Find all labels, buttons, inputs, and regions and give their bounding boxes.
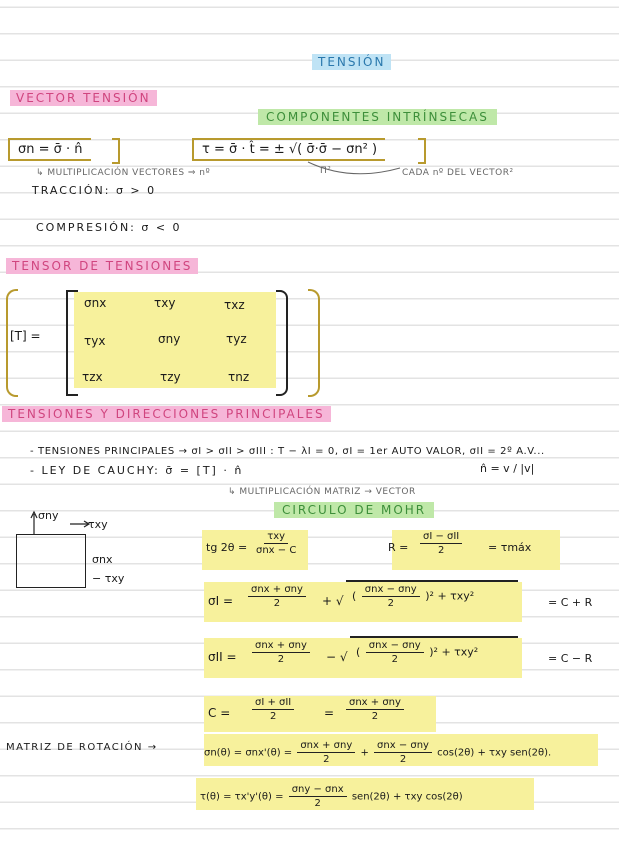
rotation-sn-lhs: σn(θ) = σnx'(θ) = [204,747,293,759]
rotation-tau-formula [200,784,463,809]
rotation-sn-plus: + [360,747,369,759]
rotation-tau-lhs: τ(θ) = τx'y'(θ) = [200,791,284,803]
sigma1-rhs: = C + R [548,596,593,609]
tensor-cell: τzy [160,370,181,384]
sigma2-sqrt-bar [350,636,518,638]
element-sigma-ny: σny [38,509,59,522]
tg2theta-fraction [254,531,298,556]
C-fraction-2 [344,697,406,722]
sigma2-lhs: σII = [208,650,237,664]
tensor-cell: τzx [82,370,103,384]
rotation-sn-num1: σnx + σny [297,740,355,753]
sigma1-txy: + τxy² [437,589,475,603]
element-tau-xy-top: τxy [88,518,108,531]
C-avg-den: 2 [371,711,379,722]
rotation-tau-den: 2 [314,798,321,809]
sigma2-minus: − √ [326,650,348,664]
rotation-sn-formula [204,740,551,765]
tensor-cell: τyx [84,334,106,348]
sigma2-sqrt-content: ( $\frac{\text{σnx − σny}}{2}$ )² + τxy² [356,640,479,665]
tensor-cell: τxy [154,296,176,310]
sigma1-plus: + √ [322,594,344,608]
tensor-cell: τnz [228,370,250,384]
rotation-sn-tail: cos(2θ) + τxy sen(2θ). [437,747,552,759]
rotation-tau-tail: sen(2θ) + τxy cos(2θ) [351,791,463,803]
tensor-cell: τxz [224,298,245,312]
section-tensor: TENSOR DE TENSIONES [6,258,198,274]
principal-line1: - TENSIONES PRINCIPALES → σI > σII > σIII : T − λI = 0, σI = 1er AUTO VALOR, σII = 2º A.V... [30,446,545,457]
element-sigma-nx: σnx [92,553,113,566]
tg2theta-num: τxy [264,531,288,544]
tensor-outer-bracket-right [308,289,320,397]
R-rhs: = τmáx [488,541,532,554]
C-den: 2 [269,711,277,722]
rotation-label: MATRIZ DE ROTACIÓN → [6,742,158,753]
sigma-n-formula: σn = σ̄ · n̂ [18,142,83,157]
cauchy-highlight [190,460,330,478]
C-avg-num: σnx + σny [346,697,404,710]
sigma2-avg-num: σnx + σny [252,640,310,653]
tg2theta-den: σnx − C [256,545,297,556]
sigma2-rhs: = C − R [548,652,593,665]
sigma2-txy: + τxy² [441,645,479,659]
section-componentes: COMPONENTES INTRÍNSECAS [258,109,497,125]
sigma1-avg-num: σnx + σny [248,584,306,597]
note-matrix-vector: ↳ MULTIPLICACIÓN MATRIZ → VECTOR [228,487,416,497]
tau-formula: τ = σ̄ · t̂ = ± √( σ̄·σ̄ − σn² ) [202,142,378,157]
section-principales: TENSIONES Y DIRECCIONES PRINCIPALES [2,406,331,422]
element-tau-xy-bottom: − τxy [92,572,125,585]
tensor-cell: τyz [226,332,247,346]
sigma1-avg-den: 2 [273,598,281,609]
sigma1-diff-den: 2 [387,598,394,609]
C-fraction-1 [250,697,296,722]
R-lhs: R = [388,541,409,554]
compresion-text: COMPRESIÓN: σ < 0 [36,221,182,234]
rotation-sn-den2: 2 [399,754,407,765]
R-num: σI − σII [420,531,462,544]
tg2theta-lhs: tg 2θ = [206,541,248,554]
note-multiplication: ↳ MULTIPLICACIÓN VECTORES ⇒ nº [36,168,211,178]
rotation-tau-num: σny − σnx [289,784,347,797]
R-den: 2 [437,545,445,556]
sigma1-lhs: σI = [208,594,234,608]
note-pi-squared: Π² [320,166,332,176]
C-num: σI + σII [252,697,294,710]
tensor-cell: σny [158,332,181,346]
traccion-text: TRACCIÓN: σ > 0 [32,184,157,197]
sigma2-diff-den: 2 [391,654,398,665]
rotation-sn-num2: σnx − σny [374,740,432,753]
tensor-outer-bracket-left [6,289,18,397]
section-vector-tension: VECTOR TENSIÓN [10,90,157,106]
sigma1-diff-num: σnx − σny [362,584,420,597]
principal-line2: - LEY DE CAUCHY: σ̄ = [T] · n̂ [30,464,244,477]
sigma2-diff-num: σnx − σny [366,640,424,653]
stress-element-arrows [30,510,90,600]
C-lhs: C = [208,706,231,720]
unit-vector: n̂ = v / |v| [480,462,535,475]
section-mohr: CIRCULO DE MOHR [274,502,434,518]
sigma2-avg-den: 2 [277,654,285,665]
sigma1-sqrt-bar [346,580,518,582]
tensor-bracket-right [276,290,288,396]
tensor-cell: σnx [84,296,107,310]
sigma2-avg-fraction [250,640,312,665]
tau-bracket-right [418,138,426,164]
C-equals: = [324,706,335,720]
page-title: TENSIÓN [312,54,391,70]
R-fraction [418,531,464,556]
tensor-label: [T] = [10,329,41,343]
sigma1-avg-fraction [246,584,308,609]
sigma1-sqrt-content: ( $\frac{\text{σnx − σny}}{2}$ )² + τxy² [352,584,475,609]
note-vector-squared: CADA nº DEL VECTOR² [402,168,514,178]
rotation-sn-den1: 2 [323,754,330,765]
note-arrow-curve [300,160,410,180]
sigma-n-bracket-right [112,138,120,164]
sigma-n-formula-box [8,138,91,161]
tau-formula-box [192,138,385,161]
